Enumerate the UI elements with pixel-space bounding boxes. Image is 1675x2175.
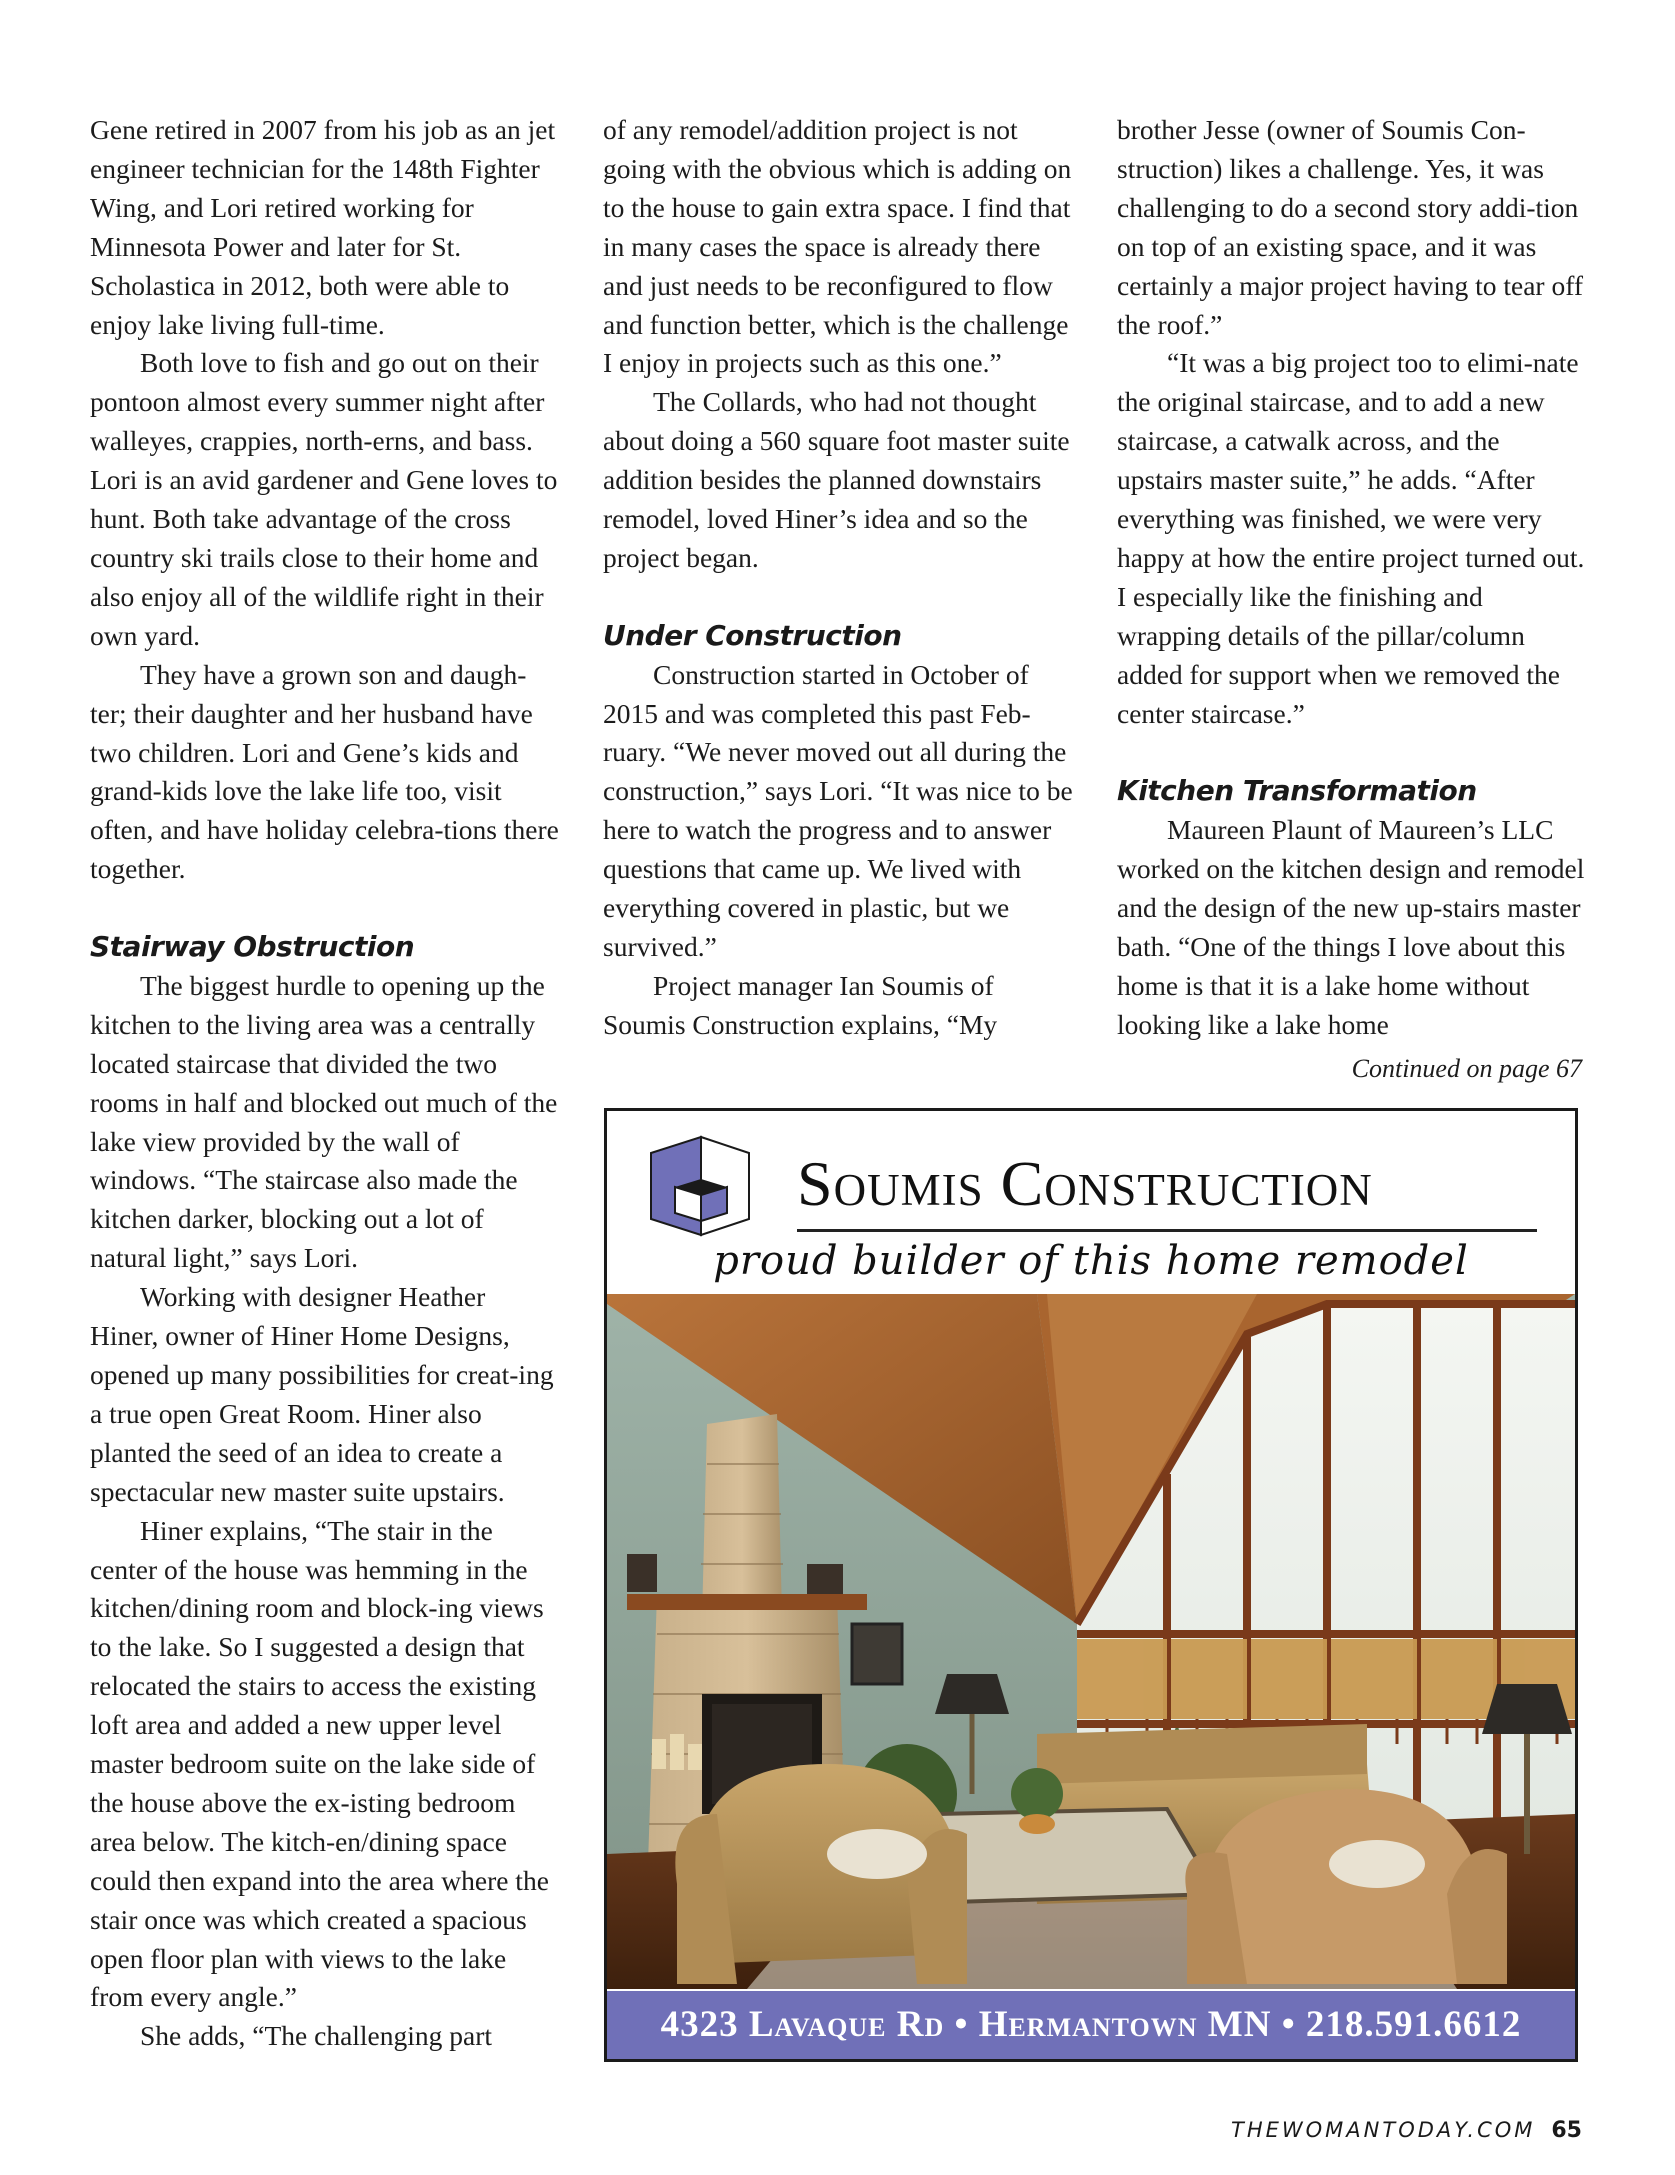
ad-tagline: proud builder of this home remodel (713, 1238, 1469, 1284)
living-room-photo (607, 1294, 1575, 1989)
article-column-1 (90, 111, 560, 2056)
website-link[interactable]: THEWOMANTODAY.COM (1231, 2118, 1536, 2142)
section-heading: Stairway Obstruction (90, 930, 415, 964)
advertisement[interactable] (604, 1108, 1578, 2062)
page-number: 65 (1551, 2118, 1582, 2143)
body-paragraph: The biggest hurdle to opening up the kitchen to the living area was a centrally located staircase that divided the two rooms in half and blocked out much of the lake view provided by the wall of windows. “The staircase also made the kitchen darker, blocking out a lot of natural light,” says Lori. (90, 969, 558, 1274)
body-paragraph: The Collards, who had not thought about doing a 560 square foot master suite addition besides the planned downstairs remodel, loved Hiner’s idea and so the project began. (603, 386, 1070, 573)
company-name: Soumis Construction (797, 1148, 1373, 1219)
section-heading: Under Construction (603, 618, 902, 652)
body-paragraph: She adds, “The challenging part (140, 2020, 493, 2052)
body-paragraph: “It was a big project too to elimi-nate the original staircase, and to add a new staircase, a catwalk across, and the upstairs master suite,” he adds. “After everything was finished, we were very happy at how the entire project turned out. I especially like the finishing and wrapping details of the pillar/column added for support when we removed the center staircase.” (1117, 347, 1585, 729)
body-paragraph: Both love to fish and go out on their pontoon almost every summer night after walleyes, crappies, north-erns, and bass. Lori is an avid gardener and Gene loves to hunt. Both take advantage of the cross country ski trails close to their home and also enjoy all of the wildlife right in their own yard. (90, 347, 558, 651)
continued-note: Continued on page 67 (1351, 1054, 1582, 1083)
body-paragraph: Project manager Ian Soumis of Soumis Construction explains, “My (603, 969, 998, 1040)
soumis-logo-icon (645, 1131, 755, 1241)
article-column-2 (603, 111, 1073, 1045)
body-paragraph: Working with designer Heather Hiner, owner of Hiner Home Designs, opened up many possibilities for creat-ing a true open Great Room. Hiner also planted the seed of an idea to create a spectacular new master suite upstairs. (90, 1281, 554, 1507)
article-column-3 (1117, 111, 1587, 1045)
body-paragraph: Hiner explains, “The stair in the center of the house was hemming in the kitchen/dining room and block-ing views to the lake. So I suggested a design that relocated the stairs to access the existing loft area and added a new upper level master bedroom suite on the lake side of the house above the ex-isting bedroom area below. The kitch-en/dining space could then expand into the area where the stair once was which created a spacious open floor plan with views to the lake from every angle.” (90, 1514, 549, 2013)
ad-contact-bar: 4323 Lavaque Rd • Hermantown MN • 218.591.6612 (607, 1991, 1575, 2059)
body-paragraph: of any remodel/addition project is not going with the obvious which is adding on to the house to gain extra space. I find that in many cases the space is already there and just needs to be reconfigured to flow and function better, which is the challenge I enjoy in projects such as this one.” (603, 114, 1072, 379)
body-paragraph: They have a grown son and daugh-ter; their daughter and her husband have two children. Lori and Gene’s kids and grand-kids love the lake life too, visit often, and have holiday celebra-tions there together. (90, 658, 559, 885)
page-footer (1231, 2115, 1582, 2146)
section-heading: Kitchen Transformation (1117, 774, 1477, 808)
body-paragraph: Maureen Plaunt of Maureen’s LLC worked on the kitchen design and remodel and the design of the new up-stairs master bath. “One of the things I love about this home is that it is a lake home without looking like a lake home (1117, 814, 1585, 1040)
body-paragraph: Gene retired in 2007 from his job as an jet engineer technician for the 148th Fighter Wing, and Lori retired working for Minnesota Power and later for St. Scholastica in 2012, both were able to enjoy lake living full-time. (90, 114, 556, 340)
body-paragraph: Construction started in October of 2015 and was completed this past Feb-ruary. “We never moved out all during the construction,” says Lori. “It was nice to be here to watch the progress and to answer questions that came up. We lived with everything covered in plastic, but we survived.” (603, 658, 1073, 963)
body-paragraph: brother Jesse (owner of Soumis Con-struction) likes a challenge. Yes, it was challenging to do a second story addi-tion on top of an existing space, and it was certainly a major project having to tear off the roof.” (1117, 114, 1584, 340)
